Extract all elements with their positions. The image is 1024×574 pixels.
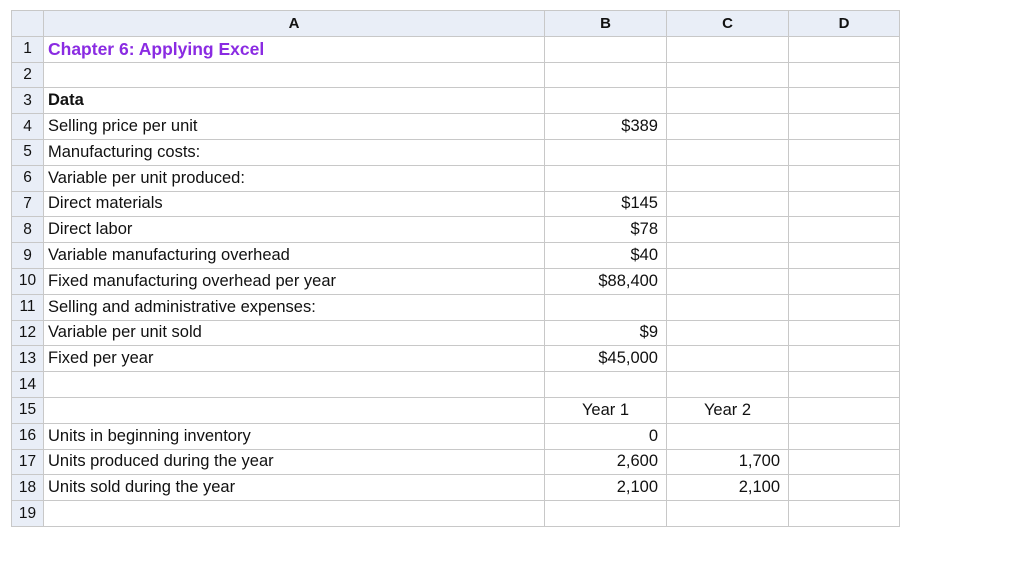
cell-d[interactable] [789, 114, 900, 140]
cell-c[interactable] [667, 501, 789, 527]
table-row [12, 217, 900, 243]
cell-d[interactable] [789, 62, 900, 88]
cell-c[interactable] [667, 320, 789, 346]
cell-c[interactable] [667, 191, 789, 217]
cell-b[interactable]: $9 [545, 320, 667, 346]
cell-a[interactable]: Selling price per unit [44, 114, 545, 140]
cell-d[interactable] [789, 36, 900, 62]
table-row [12, 191, 900, 217]
cell-d[interactable] [789, 320, 900, 346]
cell-b[interactable]: $78 [545, 217, 667, 243]
cell-c[interactable] [667, 139, 789, 165]
cell-a[interactable]: Selling and administrative expenses: [44, 294, 545, 320]
cell-a[interactable]: Fixed per year [44, 346, 545, 372]
select-all-corner[interactable] [12, 11, 44, 37]
cell-b[interactable]: Year 1 [545, 397, 667, 423]
table-row [12, 372, 900, 398]
row-header[interactable]: 11 [12, 294, 44, 320]
table-row [12, 165, 900, 191]
cell-d[interactable] [789, 294, 900, 320]
row-header[interactable]: 14 [12, 372, 44, 398]
cell-b[interactable]: $88,400 [545, 268, 667, 294]
row-header[interactable]: 6 [12, 165, 44, 191]
table-row [12, 346, 900, 372]
table-row [12, 294, 900, 320]
cell-b[interactable]: $45,000 [545, 346, 667, 372]
column-header-d[interactable]: D [789, 11, 900, 37]
cell-d[interactable] [789, 397, 900, 423]
cell-c[interactable] [667, 346, 789, 372]
cell-c[interactable] [667, 423, 789, 449]
cell-c[interactable] [667, 62, 789, 88]
cell-d[interactable] [789, 191, 900, 217]
row-header[interactable]: 16 [12, 423, 44, 449]
table-row [12, 501, 900, 527]
cell-a[interactable]: Chapter 6: Applying Excel [44, 36, 545, 62]
cell-b[interactable]: 2,600 [545, 449, 667, 475]
cell-d[interactable] [789, 423, 900, 449]
row-header[interactable]: 13 [12, 346, 44, 372]
cell-a[interactable]: Variable per unit sold [44, 320, 545, 346]
cell-d[interactable] [789, 88, 900, 114]
cell-a[interactable]: Data [44, 88, 545, 114]
row-header[interactable]: 8 [12, 217, 44, 243]
row-header[interactable]: 2 [12, 62, 44, 88]
table-row [12, 397, 900, 423]
cell-c[interactable] [667, 268, 789, 294]
cell-c[interactable]: 1,700 [667, 449, 789, 475]
cell-a[interactable]: Fixed manufacturing overhead per year [44, 268, 545, 294]
cell-a[interactable]: Direct materials [44, 191, 545, 217]
cell-d[interactable] [789, 243, 900, 269]
cell-b[interactable]: 0 [545, 423, 667, 449]
table-row [12, 475, 900, 501]
cell-c[interactable]: Year 2 [667, 397, 789, 423]
cell-b[interactable] [545, 294, 667, 320]
cell-a[interactable]: Manufacturing costs: [44, 139, 545, 165]
cell-d[interactable] [789, 268, 900, 294]
cell-b[interactable] [545, 62, 667, 88]
cell-c[interactable] [667, 165, 789, 191]
cell-a[interactable]: Direct labor [44, 217, 545, 243]
cell-a[interactable] [44, 501, 545, 527]
row-header[interactable]: 9 [12, 243, 44, 269]
cell-b[interactable] [545, 165, 667, 191]
row-header[interactable]: 7 [12, 191, 44, 217]
column-header-a[interactable]: A [44, 11, 545, 37]
row-header[interactable]: 4 [12, 114, 44, 140]
cell-a[interactable]: Units produced during the year [44, 449, 545, 475]
cell-c[interactable] [667, 114, 789, 140]
cell-c[interactable] [667, 88, 789, 114]
row-header[interactable]: 10 [12, 268, 44, 294]
cell-b[interactable] [545, 36, 667, 62]
column-header-b[interactable]: B [545, 11, 667, 37]
cell-a[interactable]: Units sold during the year [44, 475, 545, 501]
cell-b[interactable]: $40 [545, 243, 667, 269]
cell-d[interactable] [789, 475, 900, 501]
cell-b[interactable] [545, 372, 667, 398]
cell-b[interactable]: $145 [545, 191, 667, 217]
cell-c[interactable] [667, 294, 789, 320]
row-header[interactable]: 18 [12, 475, 44, 501]
cell-d[interactable] [789, 165, 900, 191]
cell-d[interactable] [789, 449, 900, 475]
cell-c[interactable]: 2,100 [667, 475, 789, 501]
cell-c[interactable] [667, 372, 789, 398]
cell-b[interactable] [545, 501, 667, 527]
cell-c[interactable] [667, 217, 789, 243]
cell-a[interactable]: Variable manufacturing overhead [44, 243, 545, 269]
cell-a[interactable] [44, 372, 545, 398]
table-row [12, 114, 900, 140]
cell-a[interactable] [44, 62, 545, 88]
cell-b[interactable]: $389 [545, 114, 667, 140]
table-row [12, 268, 900, 294]
cell-d[interactable] [789, 139, 900, 165]
table-row [12, 449, 900, 475]
cell-a[interactable]: Units in beginning inventory [44, 423, 545, 449]
table-row [12, 62, 900, 88]
cell-d[interactable] [789, 217, 900, 243]
row-header[interactable]: 12 [12, 320, 44, 346]
cell-c[interactable] [667, 243, 789, 269]
table-row [12, 320, 900, 346]
cell-b[interactable] [545, 139, 667, 165]
cell-c[interactable] [667, 36, 789, 62]
spreadsheet-grid [11, 10, 900, 527]
row-header[interactable]: 5 [12, 139, 44, 165]
table-row [12, 139, 900, 165]
cell-d[interactable] [789, 501, 900, 527]
row-header[interactable]: 15 [12, 397, 44, 423]
cell-b[interactable]: 2,100 [545, 475, 667, 501]
cell-a[interactable] [44, 397, 545, 423]
cell-b[interactable] [545, 88, 667, 114]
row-header[interactable]: 3 [12, 88, 44, 114]
cell-d[interactable] [789, 372, 900, 398]
table-row [12, 423, 900, 449]
cell-d[interactable] [789, 346, 900, 372]
table-row [12, 243, 900, 269]
row-header[interactable]: 1 [12, 36, 44, 62]
table-row [12, 36, 900, 62]
cell-a[interactable]: Variable per unit produced: [44, 165, 545, 191]
column-header-row [12, 11, 900, 37]
table-row [12, 88, 900, 114]
row-header[interactable]: 19 [12, 501, 44, 527]
row-header[interactable]: 17 [12, 449, 44, 475]
column-header-c[interactable]: C [667, 11, 789, 37]
